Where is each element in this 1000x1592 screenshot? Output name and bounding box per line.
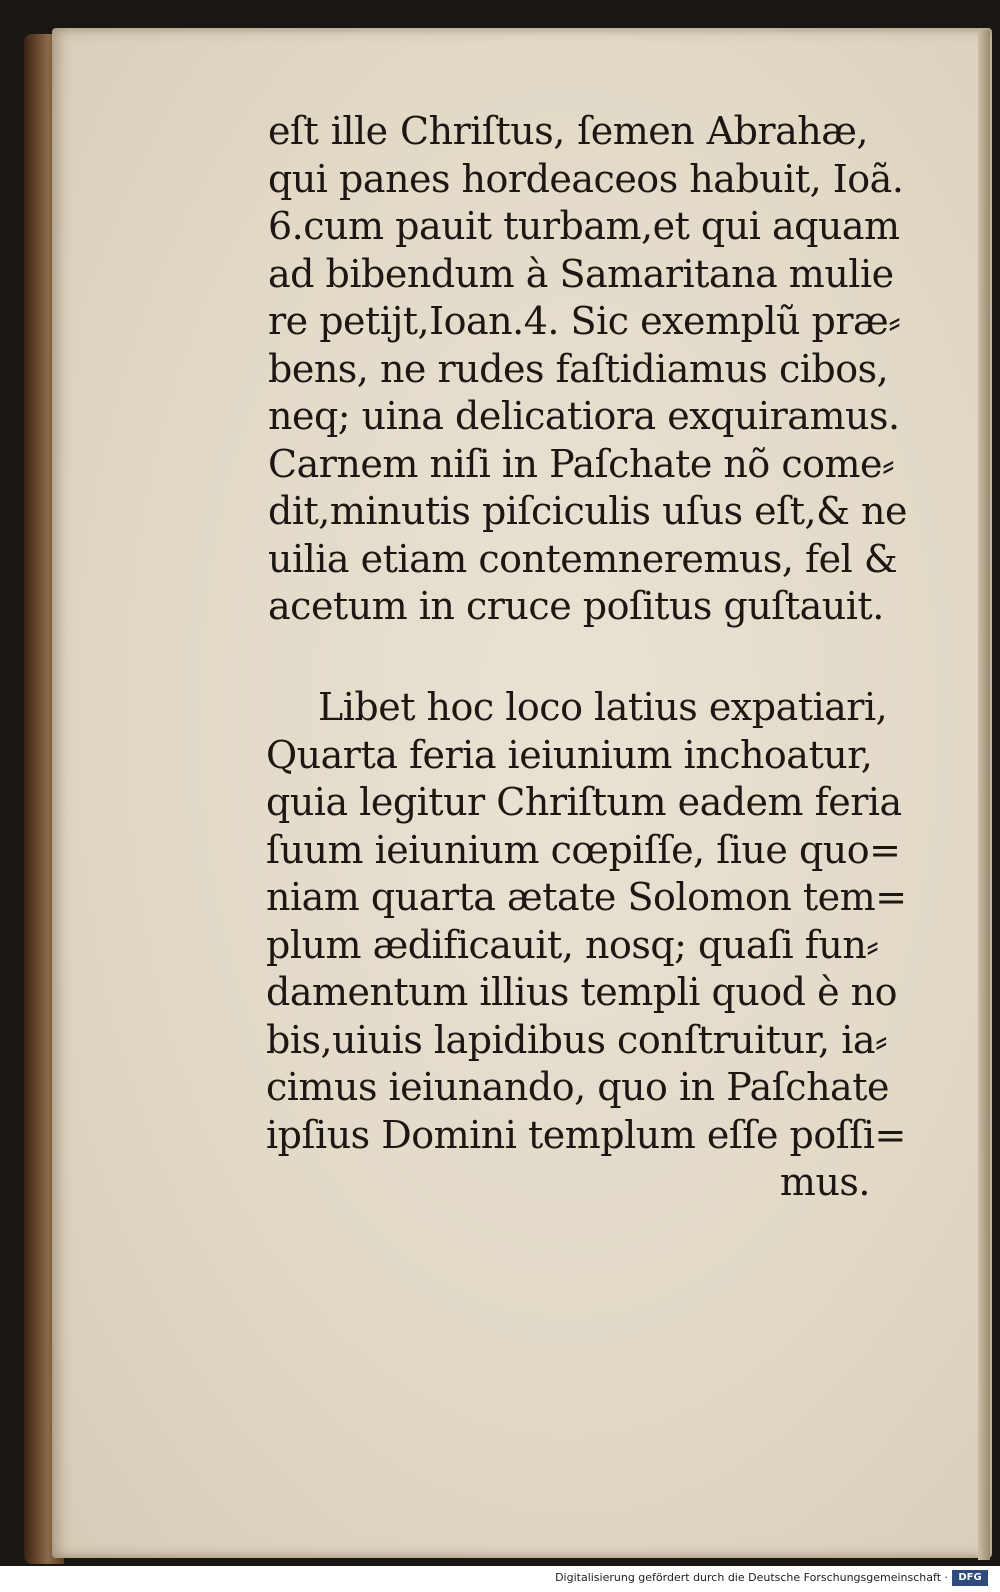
- text-line: mus.: [779, 1160, 870, 1204]
- paragraph-1: [268, 108, 907, 631]
- text-line: quia legitur Chriſtum eadem feria: [266, 780, 902, 824]
- footer-credit: Digitalisierung gefördert durch die Deutsche Forschungsgemeinschaft ·: [555, 1571, 948, 1584]
- text-line: niam quarta ætate Solomon tem=: [266, 875, 907, 919]
- dfg-logo-icon: DFG: [952, 1570, 988, 1586]
- text-line: bens, ne rudes faſtidiamus cibos,: [268, 346, 889, 391]
- text-line: uilia etiam contemneremus, fel &: [268, 536, 898, 581]
- text-line: qui panes hordeaceos habuit, Ioã.: [268, 156, 904, 201]
- text-line: ſuum ieiunium cœpiſſe, ſiue quo=: [266, 827, 901, 872]
- paragraph-2: [266, 684, 907, 1207]
- text-line: 6.cum pauit turbam,et qui aquam: [268, 204, 900, 248]
- text-line: Carnem niſi in Paſchate nõ come⸗: [268, 441, 895, 486]
- text-line: eſt ille Chriſtus, ſemen Abrahæ,: [268, 109, 868, 153]
- text-line: re petijt,Ioan.4. Sic exemplũ præ⸗: [268, 299, 901, 343]
- page-right-edge: [978, 30, 990, 1560]
- text-line: neq; uina delicatiora exquiramus.: [268, 394, 900, 438]
- text-line: Quarta feria ieiunium inchoatur,: [266, 732, 873, 777]
- text-line: bis,uiuis lapidibus conſtruitur, ia⸗: [266, 1017, 888, 1062]
- text-line: ad bibendum à Samaritana mulie: [268, 251, 894, 296]
- text-line: Libet hoc loco latius expatiari,: [318, 685, 888, 729]
- text-line: cimus ieiunando, quo in Paſchate: [266, 1065, 889, 1109]
- text-line: damentum illius templi quod è no: [266, 970, 898, 1014]
- text-line: plum ædificauit, nosq; quaſi fun⸗: [266, 922, 879, 967]
- text-line: acetum in cruce poſitus guſtauit.: [268, 584, 884, 628]
- text-line: dit,minutis piſciculis uſus eſt,& ne: [268, 489, 907, 533]
- text-line: ipſius Domini templum eſſe poſſi=: [266, 1112, 906, 1157]
- footer-bar: [0, 1566, 1000, 1592]
